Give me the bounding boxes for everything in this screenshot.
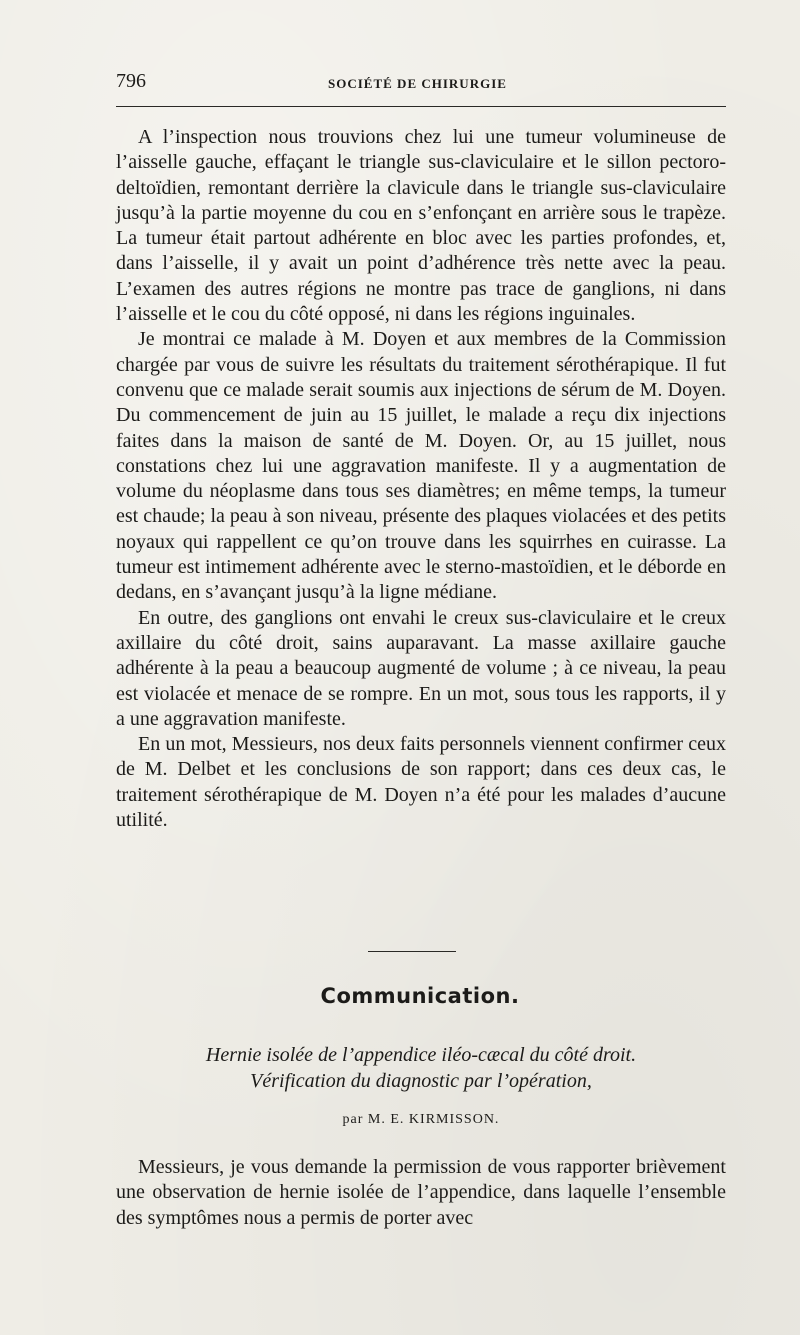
article-title-line: Vérification du diagnostic par l’opération, [250,1070,592,1092]
body-text [116,125,726,833]
section-separator [368,951,456,952]
author-line: par M. E. KIRMISSON. [342,1112,500,1127]
paragraph: A l’inspection nous trouvions chez lui une tumeur volumineuse de l’aisselle gauche, effaçant le triangle sus-claviculaire et le sillon pectoro-deltoïdien, remontant derrière la clavicule dans le triangle sus-claviculaire jusqu’à la partie moyenne du cou en s’enfonçant en arrière sous le trapèze. La tumeur était partout adhérente en bloc avec les parties profondes, et, dans l’aisselle, il y avait un point d’adhérence très nette avec la peau. L’examen des autres régions ne montre pas trace de ganglions, ni dans l’aisselle et le cou du côté opposé, ni dans les régions inguinales. [116,126,726,326]
closing-text [116,1155,726,1231]
article-title-line: Hernie isolée de l’appendice iléo-cæcal du côté droit. [205,1044,637,1066]
paragraph: Messieurs, je vous demande la permission de vous rapporter brièvement une observation de hernie isolée de l’appendice, dans laquelle l’ensemble des symptômes nous a permis de porter avec [116,1156,726,1229]
section-heading: Communication. [320,984,520,1008]
running-title: SOCIÉTÉ DE CHIRURGIE [328,76,507,91]
paragraph: Je montrai ce malade à M. Doyen et aux membres de la Commission chargée par vous de suivre les résultats du traitement sérothérapique. Il fut convenu que ce malade serait soumis aux injections de sérum de M. Doyen. Du commencement de juin au 15 juillet, le malade a reçu dix injections faites dans la maison de santé de M. Doyen. Or, au 15 juillet, nous constations chez lui une aggravation manifeste. Il y a augmentation de volume du néoplasme dans tous ses diamètres; en même temps, la tumeur est chaude; la peau à son niveau, présente des plaques violacées et des petits noyaux qui rappellent ce qu’on trouve dans les squirrhes en cuirasse. La tumeur est intimement adhérente avec le sterno-mastoïdien, et le déborde en dedans, en s’avançant jusqu’à la ligne médiane. [116,328,726,604]
paragraph: En outre, des ganglions ont envahi le creux sus-claviculaire et le creux axillaire du côté droit, sains auparavant. La masse axillaire gauche adhérente à la peau a beaucoup augmenté de volume ; à ce niveau, la peau est violacée et menace de se rompre. En un mot, sous tous les rapports, il y a une aggravation manifeste. [116,606,726,730]
paragraph: En un mot, Messieurs, nos deux faits personnels viennent confirmer ceux de M. Delbet et les conclusions de son rapport; dans ces deux cas, le traitement sérothérapique de M. Doyen n’a été pour les malades d’aucune utilité. [116,733,726,832]
header-rule [116,106,726,107]
page-header [116,68,726,98]
article-title [116,1042,726,1094]
page-number: 796 [116,70,146,92]
